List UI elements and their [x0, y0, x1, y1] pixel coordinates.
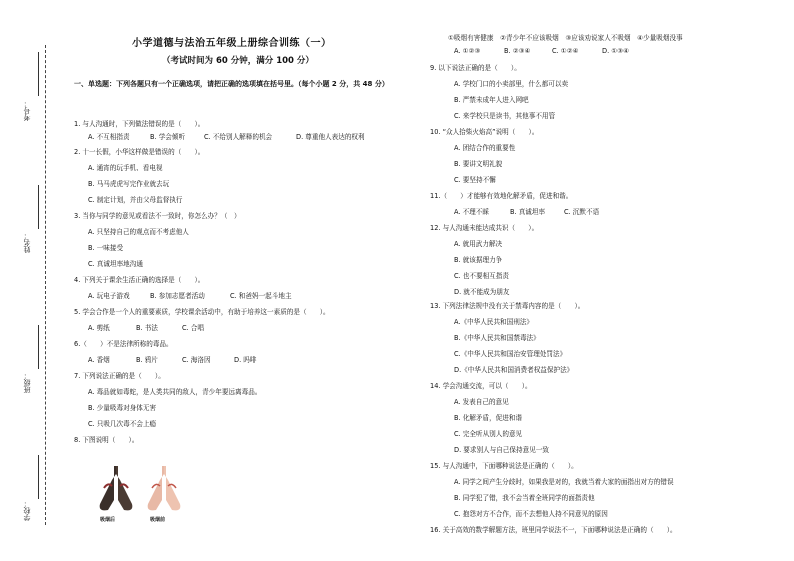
- option: C. 制定计划，并由父母监督执行: [88, 196, 183, 204]
- school-label: 学校：: [23, 500, 31, 521]
- question-10: 10. “众人拾柴火焰高”说明（ ）。: [430, 128, 539, 136]
- question-13: 13. 下列法律法规中没有关于禁毒内容的是（ ）。: [430, 302, 585, 310]
- option: D. ①③④: [602, 47, 630, 55]
- option: B. 真诚坦率: [510, 208, 546, 216]
- option: C. 和爸妈一起斗地主: [230, 292, 292, 300]
- option: A. 不互相指责: [88, 133, 130, 141]
- option: C. 不给别人解释的机会: [204, 133, 273, 141]
- option: A. 不理不睬: [454, 208, 489, 216]
- option: A. 香烟: [88, 356, 110, 364]
- option: A. 学校门口的小卖部里，什么都可以卖: [454, 80, 569, 88]
- option: B. 学会倾听: [150, 133, 186, 141]
- exam-number-label: 考号：: [23, 100, 31, 121]
- school-field[interactable]: [38, 455, 39, 499]
- class-label: 班级：: [23, 372, 31, 393]
- option: A.《中华人民共和国刑法》: [454, 318, 534, 326]
- option: A. ①②③: [454, 47, 481, 55]
- question-15: 15. 与人沟通中，下面哪种说法是正确的（ ）。: [430, 462, 578, 470]
- binding-cut-line: [45, 45, 46, 525]
- option: C. 只吸几次毒不会上瘾: [88, 420, 157, 428]
- option: C. 海洛因: [182, 356, 211, 364]
- option: B. 书法: [136, 324, 158, 332]
- option: A. 就用武力解决: [454, 240, 503, 248]
- option: B. 化解矛盾，促进和谐: [454, 414, 523, 422]
- option: A. 发表自己的意见: [454, 398, 509, 406]
- option: B. 严禁未成年人进入网吧: [454, 96, 529, 104]
- option: C. 完全听从别人的意见: [454, 430, 523, 438]
- option: B. 同学犯了错，我不会当着全班同学的面指责他: [454, 494, 595, 502]
- option: B. 马马虎虎写完作业就去玩: [88, 180, 170, 188]
- healthy-lungs: [148, 466, 181, 510]
- option: D. 就不能成为朋友: [454, 288, 510, 296]
- q8-statements: ①吸烟有害健康 ②青少年不应该吸烟 ③应该劝说家人不吸烟 ④少量吸烟没事: [448, 34, 683, 42]
- question-2: 2. 十一长假，小华这样做是错误的（ ）。: [74, 148, 205, 156]
- option: D. 吗啡: [234, 356, 257, 364]
- question-6: 6.（ ）不是法律所称的毒品。: [74, 340, 173, 348]
- option: B. 就该据理力争: [454, 256, 503, 264]
- question-5: 5. 学会合作是一个人的重要素质，学校课余活动中，有助于培养这一素质的是（ ）。: [74, 308, 330, 316]
- option: A. 只坚持自己的观点而不考虑他人: [88, 228, 189, 236]
- option: B. ②③④: [504, 47, 531, 55]
- question-14: 14. 学会沟通交流，可以（ ）。: [430, 382, 532, 390]
- option: C. 沉默不语: [564, 208, 600, 216]
- option: A. 同学之间产生分歧时，如果我是对的，我就当着大家的面指出对方的错误: [454, 478, 674, 486]
- option: A. 通宵的玩手机、看电视: [88, 164, 163, 172]
- option: B. 一味接受: [88, 244, 124, 252]
- caption-smoker: 吸烟后: [100, 517, 116, 523]
- option: C. ①②④: [552, 47, 579, 55]
- option: A. 剪纸: [88, 324, 110, 332]
- option: C. 抱怨对方不合作，而不去想他人持不同意见的原因: [454, 510, 608, 518]
- option: C.《中华人民共和国治安管理处罚法》: [454, 350, 567, 358]
- option: B. 要讲文明礼貌: [454, 160, 503, 168]
- question-4: 4. 下列关于课余生活正确的选择是（ ）。: [74, 276, 205, 284]
- caption-healthy: 吸烟前: [150, 517, 166, 523]
- question-9: 9. 以下说法正确的是（ ）。: [430, 64, 521, 72]
- name-label: 姓名：: [23, 232, 31, 253]
- option: C. 要坚持不懈: [454, 176, 496, 184]
- option: A. 团结合作的重要性: [454, 144, 516, 152]
- option: B.《中华人民共和国禁毒法》: [454, 334, 540, 342]
- question-3: 3. 当你与同学的意见或看法不一致时，你怎么办？（ ）: [74, 212, 241, 220]
- question-1: 1. 与人沟通时，下列做法错误的是（ ）。: [74, 120, 205, 128]
- exam-number-field[interactable]: [38, 52, 39, 96]
- section-heading: 一、单选题：下列各题只有一个正确选项，请把正确的选项填在括号里。（每个小题 2 分，共 48 分）: [74, 80, 389, 88]
- question-11: 11.（ ）才能够有效地化解矛盾，促进和谐。: [430, 192, 573, 200]
- class-field[interactable]: [38, 325, 39, 369]
- option: C. 来学校只是读书，其他事不用管: [454, 112, 556, 120]
- option: C. 也不要相互指责: [454, 272, 509, 280]
- question-16: 16. 关于高效的数学解题方法，班里同学说法不一，下面哪种说法是正确的（ ）。: [430, 526, 677, 534]
- option: D. 尊重他人表达的权利: [296, 133, 365, 141]
- question-8: 8. 下图说明（ ）。: [74, 436, 139, 444]
- option: A. 玩电子游戏: [88, 292, 130, 300]
- name-field[interactable]: [38, 185, 39, 229]
- smoker-lungs: [100, 466, 133, 510]
- option: D. 要求别人与自己保持意见一致: [454, 446, 549, 454]
- option: C. 合唱: [182, 324, 204, 332]
- option: B. 鸦片: [136, 356, 158, 364]
- page-title: 小学道德与法治五年级上册综合训练（一）: [132, 38, 332, 49]
- option: A. 毒品就如毒蛇，是人类共同的敌人，青少年要远离毒品。: [88, 388, 262, 396]
- question-12: 12. 与人沟通未能达成共识（ ）。: [430, 224, 539, 232]
- option: B. 参加志愿者活动: [150, 292, 205, 300]
- exam-info: （考试时间为 60 分钟，满分 100 分）: [162, 56, 314, 66]
- option: C. 真诚坦率地沟通: [88, 260, 143, 268]
- option: B. 少量吸毒对身体无害: [88, 404, 157, 412]
- question-7: 7. 下列说法正确的是（ ）。: [74, 372, 165, 380]
- binding-margin: [0, 0, 62, 561]
- option: D.《中华人民共和国消费者权益保护法》: [454, 366, 574, 374]
- lungs-illustration: [94, 460, 188, 516]
